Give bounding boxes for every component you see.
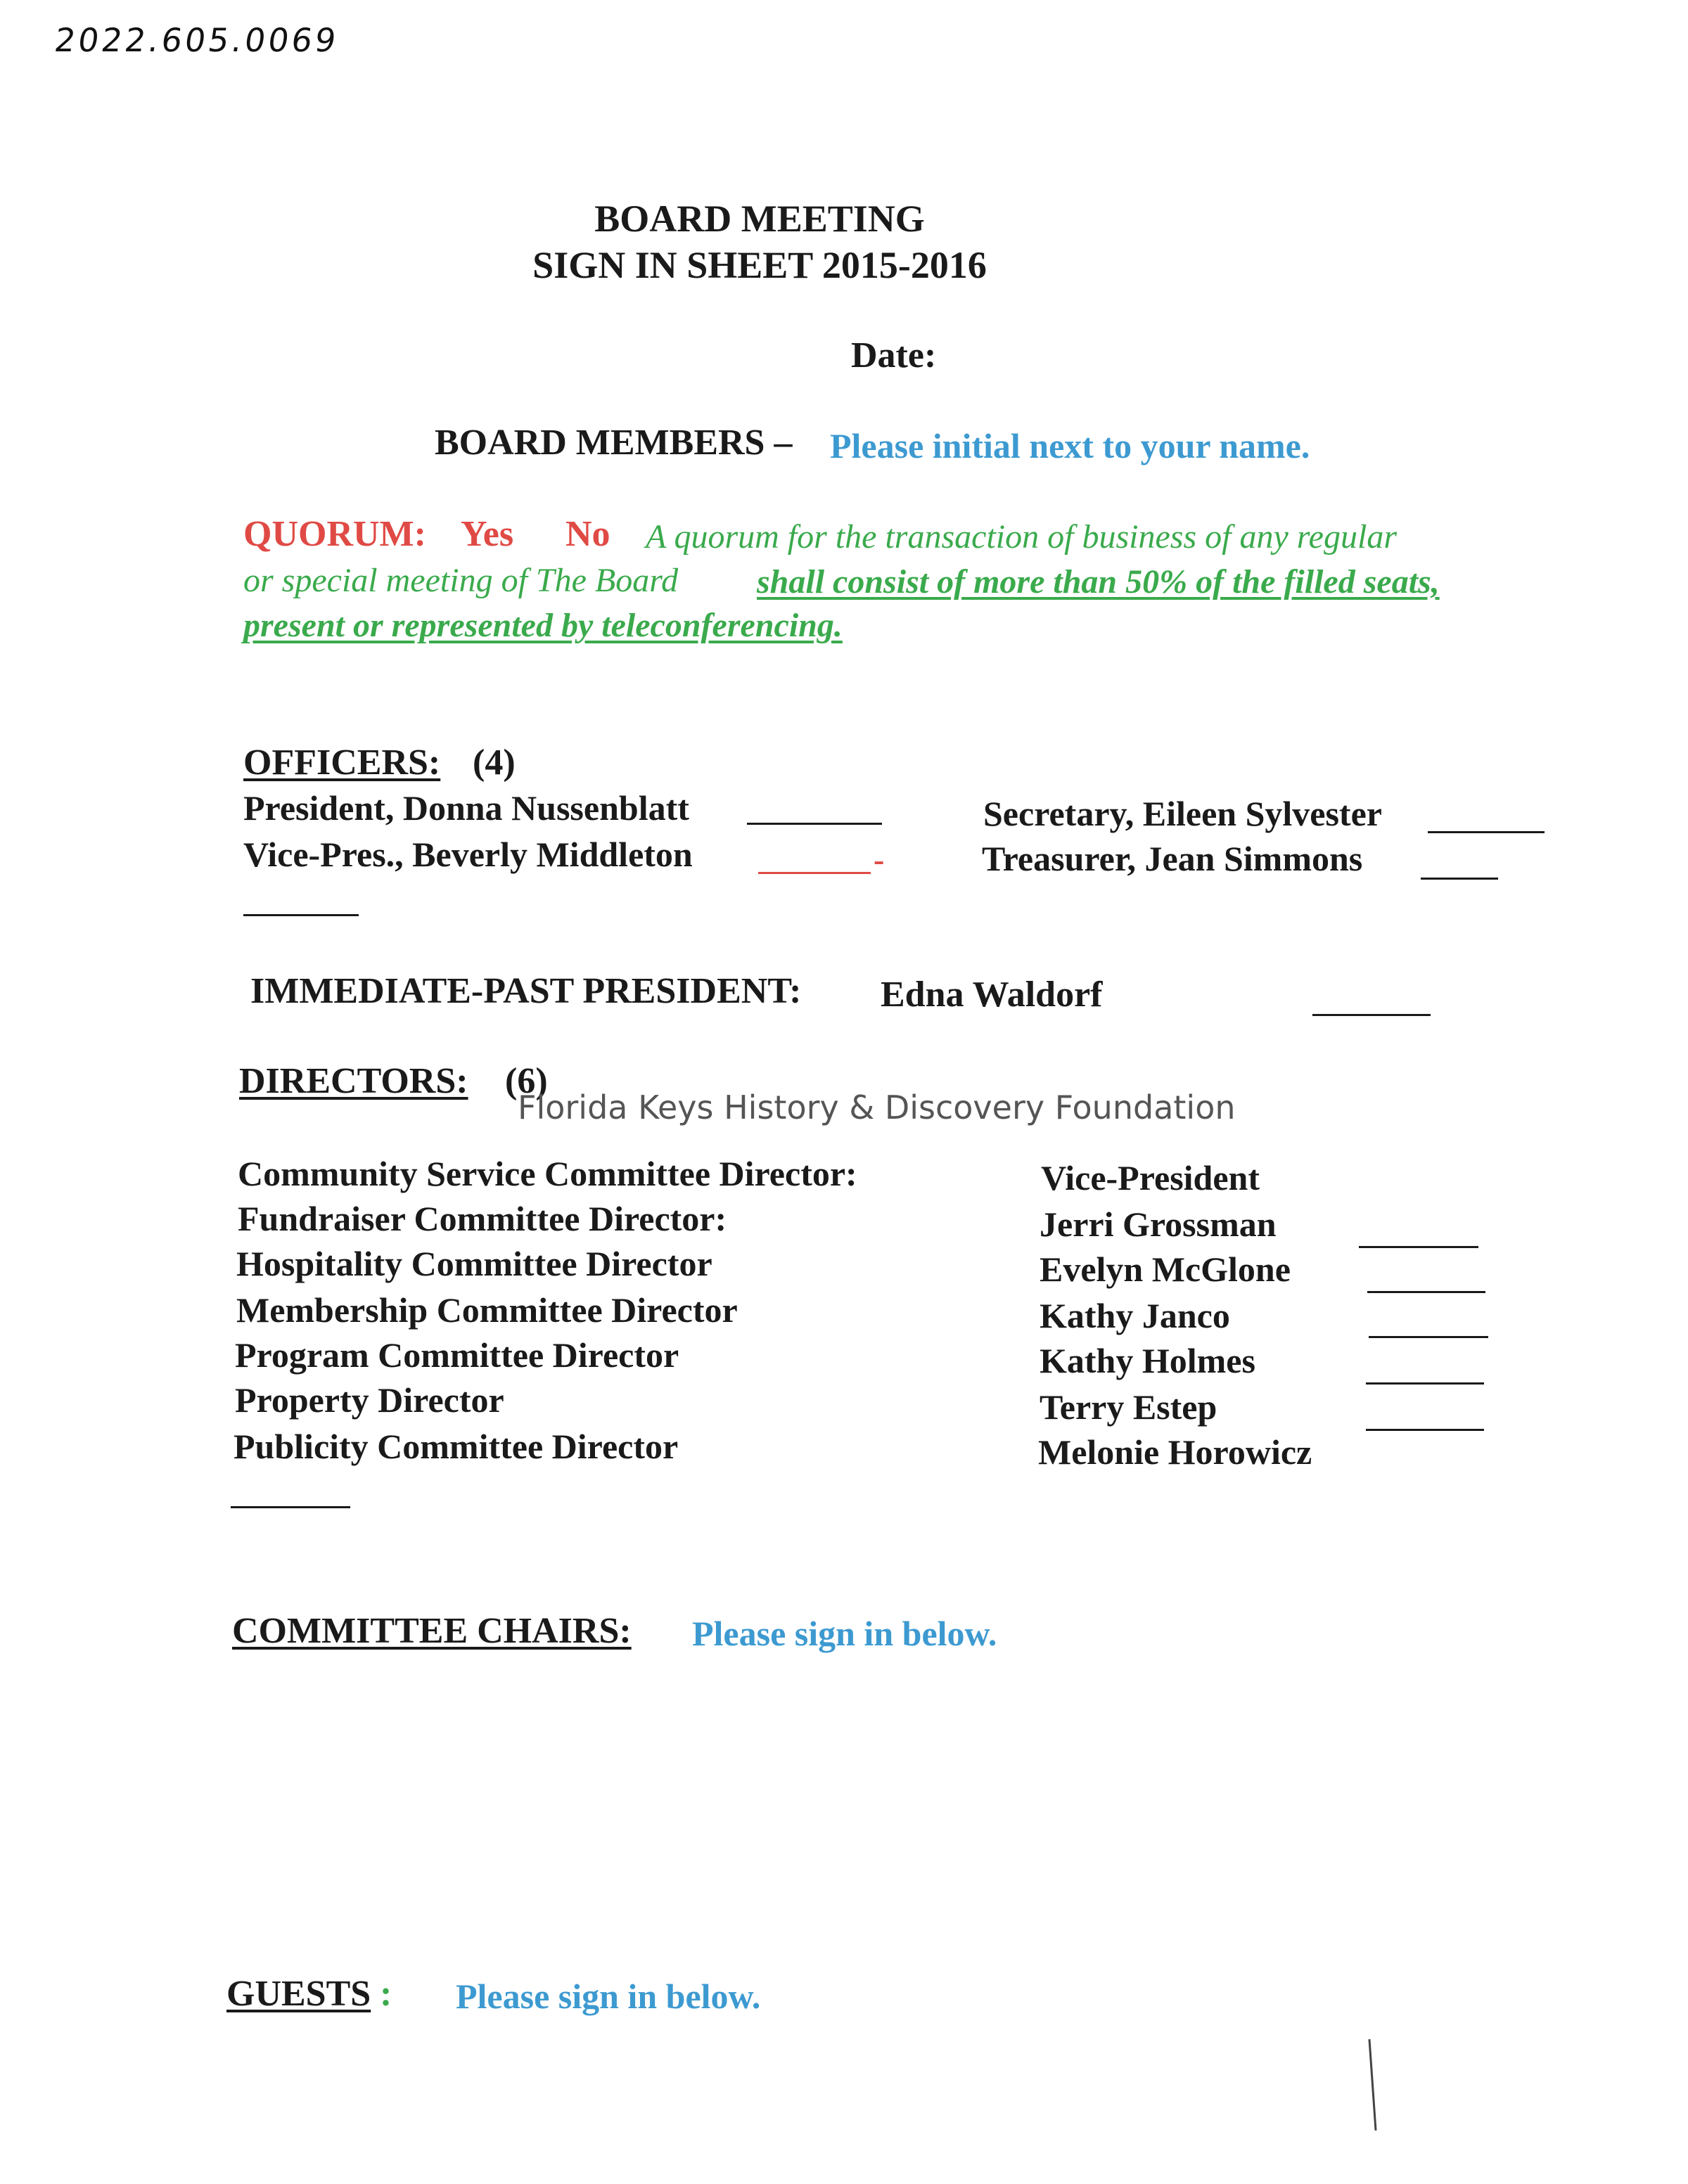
director-role: Property Director	[235, 1380, 504, 1420]
accession-number: 2022.605.0069	[52, 21, 341, 59]
vice-president-initial-line[interactable]	[758, 872, 871, 874]
director-initial-line[interactable]	[1369, 1336, 1488, 1338]
guests-instruction: Please sign in below.	[456, 1977, 761, 2016]
officer-secretary: Secretary, Eileen Sylvester	[983, 794, 1382, 833]
board-members-instruction: Please initial next to your name.	[830, 426, 1310, 465]
past-president-name: Edna Waldorf	[881, 975, 1103, 1015]
date-label: Date:	[851, 335, 937, 375]
quorum-text-2: or special meeting of The Board	[243, 562, 679, 599]
director-role: Membership Committee Director	[236, 1290, 738, 1330]
officer-president: President, Donna Nussenblatt	[243, 788, 689, 828]
watermark: Florida Keys History & Discovery Foundation	[518, 1088, 1236, 1126]
director-name: Kathy Holmes	[1040, 1341, 1255, 1380]
director-name: Melonie Horowicz	[1038, 1432, 1312, 1472]
director-name: Vice-President	[1041, 1158, 1260, 1197]
director-role: Publicity Committee Director	[234, 1427, 679, 1466]
officers-extra-line[interactable]	[243, 914, 359, 916]
director-name: Kathy Janco	[1040, 1296, 1230, 1335]
officers-heading: OFFICERS:	[243, 743, 441, 783]
directors-heading: DIRECTORS:	[239, 1061, 468, 1101]
secretary-initial-line[interactable]	[1428, 831, 1545, 833]
director-role: Program Committee Director	[235, 1335, 679, 1375]
committee-chairs-heading: COMMITTEE CHAIRS:	[232, 1611, 632, 1651]
guests-colon: :	[380, 1974, 392, 2014]
board-members-heading: BOARD MEMBERS –	[435, 423, 793, 463]
director-name: Evelyn McGlone	[1040, 1250, 1291, 1289]
director-initial-line[interactable]	[1366, 1382, 1484, 1385]
vice-president-mark: -	[874, 842, 885, 878]
director-role: Fundraiser Committee Director:	[238, 1199, 727, 1238]
past-president-label: IMMEDIATE-PAST PRESIDENT:	[250, 971, 802, 1011]
quorum-rule-2: present or represented by teleconferencing.	[243, 607, 843, 644]
quorum-text-1: A quorum for the transaction of business of any regular	[646, 518, 1397, 555]
guests-heading: GUESTS	[226, 1974, 371, 2014]
president-initial-line[interactable]	[747, 823, 882, 825]
quorum-no: No	[565, 514, 610, 554]
director-name: Jerri Grossman	[1040, 1205, 1277, 1244]
director-name: Terry Estep	[1040, 1387, 1217, 1427]
page-title: BOARD MEETING	[594, 198, 925, 240]
past-president-initial-line[interactable]	[1312, 1014, 1431, 1016]
director-role: Hospitality Committee Director	[236, 1244, 712, 1283]
quorum-label: QUORUM:	[243, 514, 426, 554]
treasurer-initial-line[interactable]	[1421, 878, 1498, 880]
director-initial-line[interactable]	[1366, 1429, 1484, 1431]
page-subtitle: SIGN IN SHEET 2015-2016	[532, 244, 987, 286]
officers-count: (4)	[473, 743, 516, 783]
officer-vice-president: Vice-Pres., Beverly Middleton	[243, 835, 693, 874]
director-initial-line[interactable]	[1367, 1291, 1485, 1293]
director-initial-line[interactable]	[1359, 1246, 1478, 1248]
quorum-yes: Yes	[461, 514, 514, 554]
director-role: Community Service Committee Director:	[238, 1154, 857, 1193]
committee-chairs-instruction: Please sign in below.	[692, 1614, 997, 1653]
pen-mark	[1368, 2039, 1376, 2131]
officer-treasurer: Treasurer, Jean Simmons	[982, 839, 1363, 878]
directors-extra-line[interactable]	[231, 1506, 350, 1508]
quorum-rule-1: shall consist of more than 50% of the filled seats,	[757, 563, 1440, 600]
directors-count: (6)	[505, 1061, 548, 1101]
